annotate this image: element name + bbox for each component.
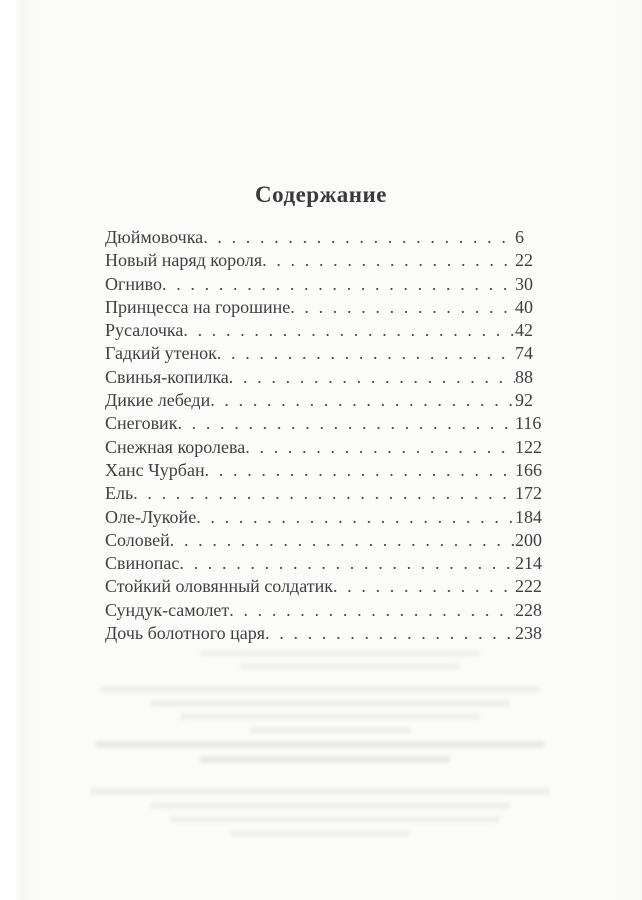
toc-entry-title: Гадкий утенок [105, 343, 217, 364]
dot-leader [170, 529, 515, 552]
toc-entry [105, 482, 559, 505]
dot-leader [229, 366, 515, 389]
toc-entry [105, 342, 559, 365]
toc-entry [105, 296, 559, 319]
toc-entry-title: Ханс Чурбан [105, 459, 205, 480]
toc-entry-title: Принцесса на горошине [105, 296, 291, 317]
toc-entry [105, 249, 559, 272]
toc-entry [105, 599, 559, 622]
dot-leader [265, 622, 515, 645]
toc-entry-title: Оле-Лукойе [105, 506, 197, 527]
dot-leader [196, 506, 515, 529]
toc-entry [105, 226, 559, 249]
toc-entry-page: 184 [515, 506, 542, 527]
toc-entry-page: 122 [515, 436, 542, 457]
dot-leader [210, 389, 515, 412]
toc-entry-page: 166 [515, 459, 542, 480]
toc-entry-title: Ель [105, 483, 134, 504]
toc-entry-title: Русалочка [105, 320, 184, 341]
toc-entry-title: Огниво [105, 273, 163, 294]
toc-entry [105, 366, 559, 389]
toc-entry-page: 200 [515, 529, 542, 550]
toc-entry [105, 273, 559, 296]
toc-entry-page: 42 [515, 320, 533, 341]
dot-leader [177, 412, 515, 435]
toc-entry [105, 459, 559, 482]
toc-entry-title: Новый наряд короля [105, 250, 263, 271]
dot-leader [183, 319, 515, 342]
dot-leader [179, 552, 515, 575]
dot-leader [133, 482, 515, 505]
toc-entry [105, 575, 559, 598]
dot-leader [229, 599, 515, 622]
toc-entry-title: Дочь болотного царя [105, 623, 266, 644]
toc-entry-title: Свинопас [105, 553, 180, 574]
toc-entry-page: 6 [515, 227, 524, 247]
toc-entry-title: Соловей [105, 529, 170, 550]
toc-entry-page: 88 [515, 366, 533, 387]
toc-entry [105, 506, 559, 529]
toc-entry-page: 22 [515, 250, 533, 271]
toc-entry-page: 238 [515, 623, 542, 644]
toc-entry-title: Снежная королева [105, 436, 246, 457]
dot-leader [217, 342, 515, 365]
toc-entry-page: 74 [515, 343, 533, 364]
toc-entry-page: 116 [515, 413, 542, 434]
page-title: Содержание [255, 182, 387, 207]
toc-entry [105, 389, 559, 412]
toc-entry-page: 92 [515, 390, 533, 411]
toc-entry-title: Снеговик [105, 413, 178, 434]
toc-entry [105, 436, 559, 459]
dot-leader [205, 459, 515, 482]
toc-entry-page: 222 [515, 576, 542, 597]
toc-entry-page: 228 [515, 599, 542, 620]
toc-entry-title: Свинья-копилка [105, 366, 229, 387]
dot-leader [245, 436, 515, 459]
toc-entry [105, 319, 559, 342]
dot-leader [203, 226, 515, 249]
dot-leader [262, 249, 515, 272]
toc-entry-page: 214 [515, 553, 542, 574]
toc-entry-title: Сундук-самолет [105, 599, 230, 620]
toc-entry-page: 172 [515, 483, 542, 504]
toc-entry-title: Дюймовочка [105, 227, 204, 247]
toc-entry [105, 412, 559, 435]
table-of-contents [105, 226, 559, 645]
toc-entry [105, 529, 559, 552]
dot-leader [162, 273, 515, 296]
toc-entry-page: 30 [515, 273, 533, 294]
toc-entry-title: Стойкий оловянный солдатик [105, 576, 333, 597]
toc-entry [105, 552, 559, 575]
dot-leader [290, 296, 515, 319]
dot-leader [333, 575, 515, 598]
toc-entry-title: Дикие лебеди [105, 390, 211, 411]
toc-entry [105, 622, 559, 645]
toc-entry-page: 40 [515, 296, 533, 317]
